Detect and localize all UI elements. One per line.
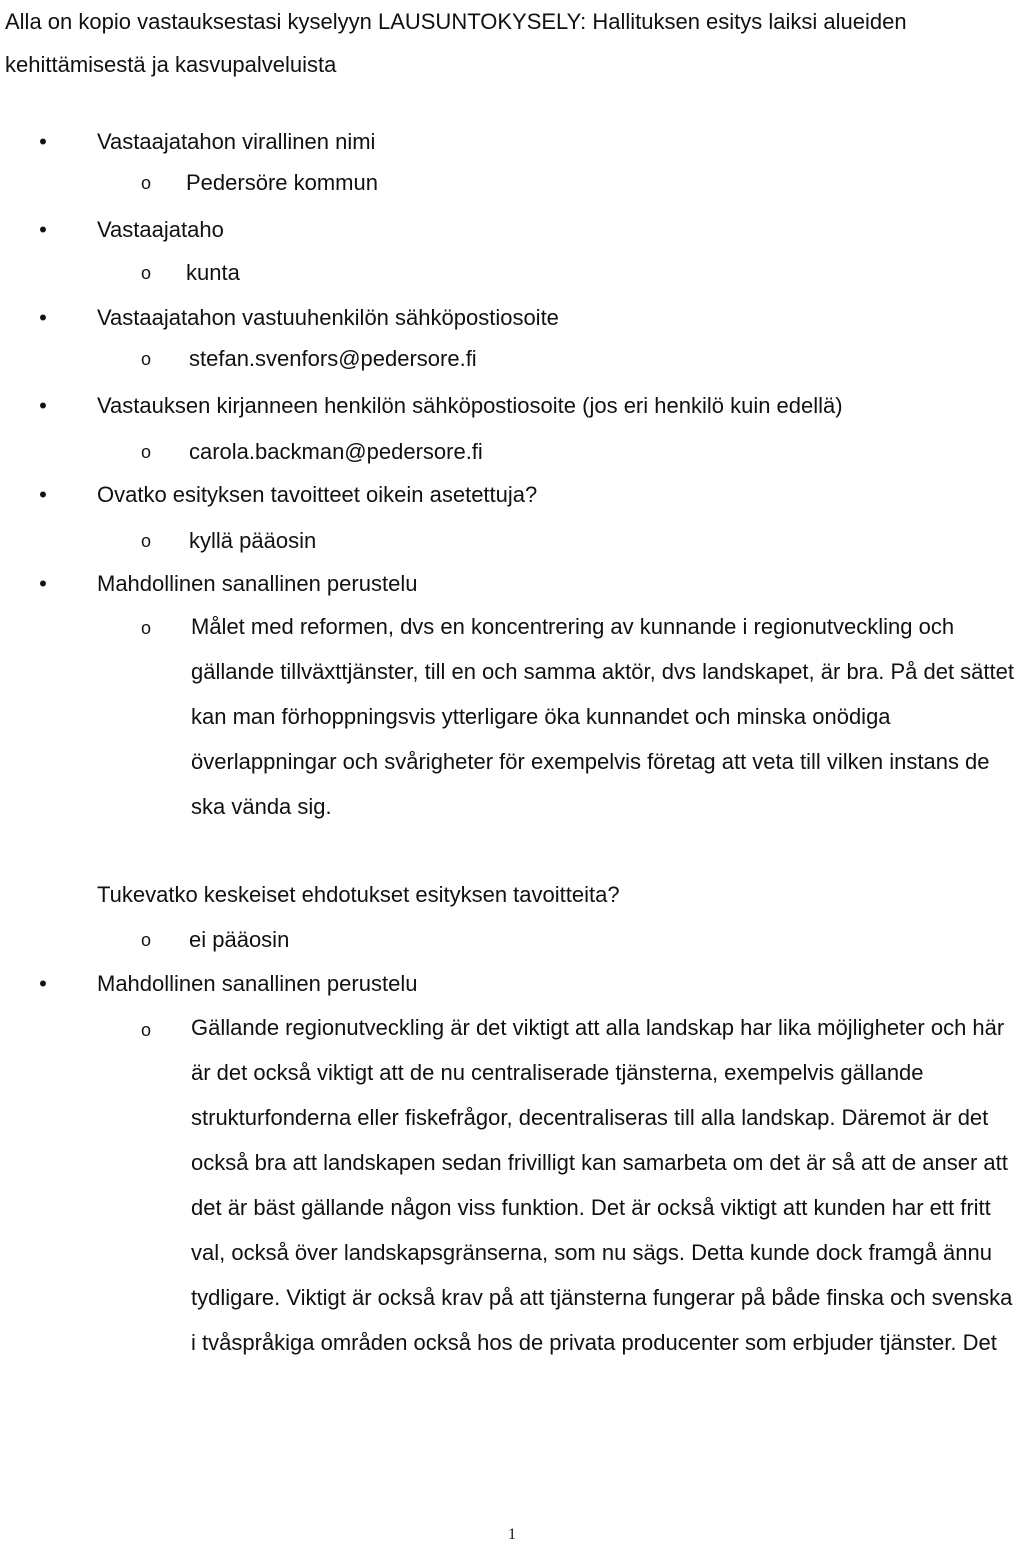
answer-justification-long: Gällande regionutveckling är det viktigt att alla landskap har lika möjligheter och här är det också viktigt att de nu centraliserade tjänsterna, exempelvis gällande strukturfonderna eller fiskefrågor, decentraliseras till alla landskap. Däremot är det också bra att landskapen sedan frivilligt kan samarbeta om det är så att de anser att det är bäst gällande någon viss funktion. Det är också viktigt att kunden har ett fritt val, också över landskapsgränserna, som nu sägs. Detta kunde dock framgå ännu tydligare. Viktigt är också krav på att tjänsterna fungerar på både finska och svenska i tvåspråkiga områden också hos de privata producenter som erbjuder tjänster. Det	[191, 1015, 1013, 1355]
bullet-marker: •	[39, 571, 47, 596]
question-goals-set: Ovatko esityksen tavoitteet oikein asetettuja?	[97, 482, 538, 507]
bullet-marker: •	[39, 305, 47, 330]
sub-marker: o	[140, 349, 151, 369]
question-official-name: Vastaajatahon virallinen nimi	[97, 129, 376, 154]
bullet-marker: •	[39, 129, 47, 154]
sub-marker: o	[140, 263, 151, 283]
answer-official-name: Pedersöre kommun	[186, 170, 378, 195]
answer-justification: Målet med reformen, dvs en koncentrering av kunnande i regionutveckling och gällande tillväxttjänster, till en och samma aktör, dvs landskapet, är bra. På det sättet kan man förhoppningsvis ytterligare öka kunnandet och minska onödiga överlappningar och svårigheter för exempelvis företag att veta till vilken instans de ska vända sig.	[191, 614, 1014, 819]
question-recorder-email: Vastauksen kirjanneen henkilön sähköpostiosoite (jos eri henkilö kuin edellä)	[97, 393, 843, 418]
intro-text: Alla on kopio vastauksestasi kyselyyn LAUSUNTOKYSELY: Hallituksen esitys laiksi alueiden kehittämisestä ja kasvupalveluista	[5, 9, 907, 77]
answer-responsible-email: stefan.svenfors@pedersore.fi	[189, 346, 477, 371]
bullet-marker: •	[39, 393, 47, 418]
bullet-marker: •	[39, 217, 47, 242]
sub-marker: o	[140, 1020, 151, 1040]
bullet-marker: •	[39, 971, 47, 996]
answer-goals-set: kyllä pääosin	[189, 528, 317, 553]
question-responsible-email: Vastaajatahon vastuuhenkilön sähköpostiosoite	[97, 305, 559, 330]
question-respondent-type: Vastaajataho	[97, 217, 224, 242]
sub-marker: o	[140, 442, 151, 462]
sub-marker: o	[140, 930, 151, 950]
sub-marker: o	[140, 531, 151, 551]
bullet-marker: •	[39, 482, 47, 507]
sub-marker: o	[140, 173, 151, 193]
answer-proposals-support: ei pääosin	[189, 927, 290, 952]
question-justification: Mahdollinen sanallinen perustelu	[97, 971, 418, 996]
answer-recorder-email: carola.backman@pedersore.fi	[189, 439, 483, 464]
question-justification: Mahdollinen sanallinen perustelu	[97, 571, 418, 596]
answer-respondent-type: kunta	[186, 260, 240, 285]
question-proposals-support: Tukevatko keskeiset ehdotukset esityksen tavoitteita?	[97, 882, 620, 907]
page-number: 1	[508, 1526, 516, 1543]
sub-marker: o	[140, 618, 151, 638]
